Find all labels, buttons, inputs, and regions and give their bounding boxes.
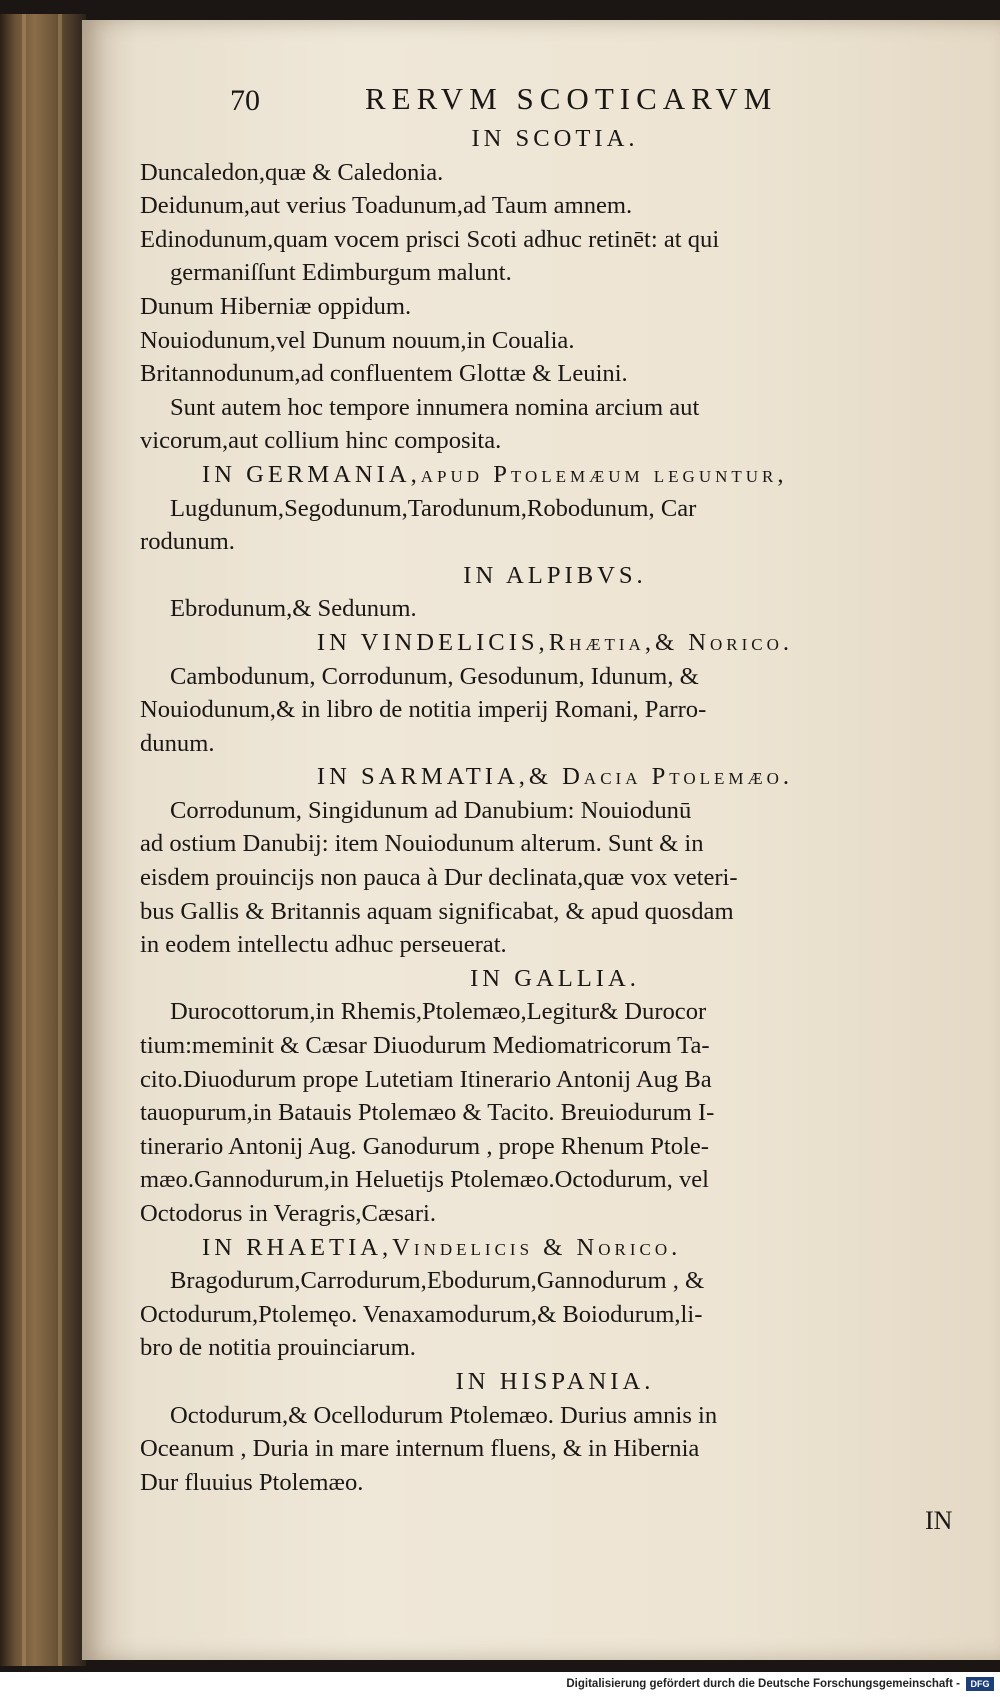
section-heading: IN SARMATIA,& Dacia Ptolemæo. xyxy=(316,763,794,791)
text-line: Britannodunum,ad confluentem Glottæ & Leuini. xyxy=(140,360,628,388)
text-line: Octodurum,Ptolemęo. Venaxamodurum,& Boiodurum,li- xyxy=(140,1300,703,1328)
text-line: Sunt autem hoc tempore innumera nomina arcium aut xyxy=(170,393,700,421)
text-line: Oceanum , Duria in mare internum fluens, & in Hibernia xyxy=(140,1435,700,1463)
section-heading: IN RHAETIA,Vindelicis & Norico. xyxy=(202,1233,682,1261)
section-heading: IN GERMANIA,apud Ptolemæum leguntur, xyxy=(202,460,788,488)
text-line: Corrodunum, Singidunum ad Danubium: Nouiodunū xyxy=(170,796,692,824)
text-line: Nouiodunum,& in libro de notitia imperij Romani, Parro- xyxy=(140,696,707,724)
text-line: Durocottorum,in Rhemis,Ptolemæo,Legitur& Durocor xyxy=(170,998,707,1026)
text-line: Bragodurum,Carrodurum,Ebodurum,Gannodurum , & xyxy=(170,1267,705,1295)
page-text xyxy=(140,78,970,1499)
page-number: 70 xyxy=(230,84,260,117)
text-line: bro de notitia prouinciarum. xyxy=(140,1334,416,1362)
body-lines xyxy=(140,122,970,1499)
text-line: Ebrodunum,& Sedunum. xyxy=(170,595,417,623)
section-heading: IN SCOTIA. xyxy=(471,125,639,152)
book-spine xyxy=(0,14,86,1666)
digitization-footer xyxy=(0,1672,1000,1697)
page-header xyxy=(140,78,970,122)
text-line: tauopurum,in Batauis Ptolemæo & Tacito. Breuiodurum I- xyxy=(140,1099,715,1127)
spine-edge xyxy=(58,14,62,1666)
text-line: in eodem intellectu adhuc perseuerat. xyxy=(140,931,507,959)
text-line: tium:meminit & Cæsar Diuodurum Mediomatricorum Ta- xyxy=(140,1032,710,1060)
text-line: vicorum,aut collium hinc composita. xyxy=(140,427,502,455)
text-line: cito.Diuodurum prope Lutetiam Itinerario Antonij Aug Ba xyxy=(140,1065,712,1093)
text-line: rodunum. xyxy=(140,528,235,556)
footer-credit: Digitalisierung gefördert durch die Deutsche Forschungsgemeinschaft - xyxy=(566,1678,960,1690)
text-line: Dur fluuius Ptolemæo. xyxy=(140,1468,364,1496)
text-line: Cambodunum, Corrodunum, Gesodunum, Idunum, & xyxy=(170,662,699,690)
text-line: Lugdunum,Segodunum,Tarodunum,Robodunum, Car xyxy=(170,494,697,522)
text-line: Deidunum,aut verius Toadunum,ad Taum amnem. xyxy=(140,192,633,220)
text-line: dunum. xyxy=(140,729,215,757)
text-line: Octodorus in Veragris,Cæsari. xyxy=(140,1200,437,1227)
section-heading: IN GALLIA. xyxy=(470,964,640,992)
section-heading: IN VINDELICIS,Rhætia,& Norico. xyxy=(316,628,794,656)
section-heading: IN ALPIBVS. xyxy=(463,561,647,589)
text-line: ad ostium Danubij: item Nouiodunum alterum. Sunt & in xyxy=(140,830,704,858)
dfg-logo: DFG xyxy=(966,1677,994,1691)
text-line: Duncaledon,quæ & Caledonia. xyxy=(140,158,444,186)
text-line: germaniſſunt Edimburgum malunt. xyxy=(170,259,512,287)
text-line: Octodurum,& Ocellodurum Ptolemæo. Durius amnis in xyxy=(170,1401,718,1429)
text-line: mæo.Gannodurum,in Heluetijs Ptolemæo.Octodurum, vel xyxy=(140,1166,710,1194)
text-line: Edinodunum,quam vocem prisci Scoti adhuc retinēt: at qui xyxy=(140,225,720,253)
running-head: RERVM SCOTICARVM xyxy=(365,81,778,116)
text-line: eisdem prouincijs non pauca à Dur declinata,quæ vox veteri- xyxy=(140,864,738,892)
text-line: Nouiodunum,vel Dunum nouum,in Coualia. xyxy=(140,326,575,354)
text-line: tinerario Antonij Aug. Ganodurum , prope Rhenum Ptole- xyxy=(140,1132,709,1160)
spine-edge xyxy=(22,14,26,1666)
text-line: Dunum Hiberniæ oppidum. xyxy=(140,292,412,320)
text-line: bus Gallis & Britannis aquam significabat, & apud quosdam xyxy=(140,897,734,925)
catchword: IN xyxy=(925,1506,953,1535)
section-heading: IN HISPANIA. xyxy=(455,1367,655,1395)
